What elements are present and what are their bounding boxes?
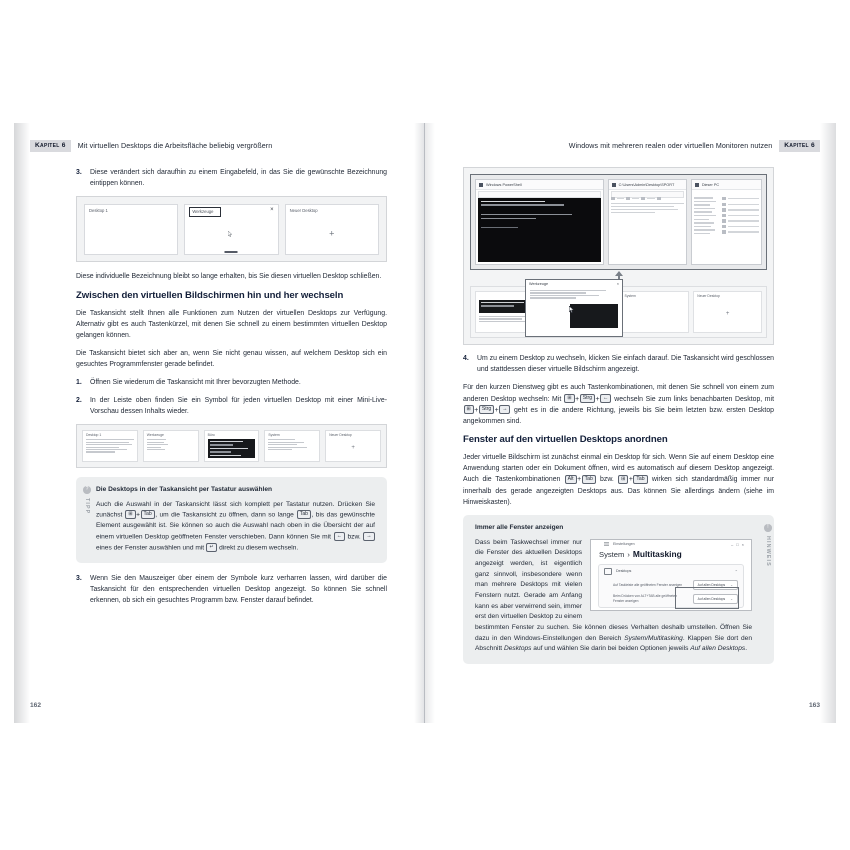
tipp-text-3: , bis das gewünschte Element ausgewählt ist. Sie können so auch die Auswahl nach oben in die Übersicht der auf einem virtuellen Desktop geöffneten Fenster verschieben. Dann können Sie mit	[96, 511, 375, 541]
tipp-text-1: Auch die Auswahl in der Taskansicht lässt sich komplett per Tastatur nutzen. Drücken Sie zunächst	[96, 500, 375, 519]
strip-card-3-preview	[208, 439, 256, 458]
left-section-heading: Zwischen den virtuellen Bildschirmen hin und her wechseln	[76, 289, 344, 301]
right-content-column	[463, 167, 774, 664]
left-paragraph-after-figure: Diese individuelle Bezeichnung bleibt so lange erhalten, bis Sie diesen virtuellen Desktop schließen.	[76, 273, 382, 281]
key-left-icon: ←	[600, 394, 611, 403]
strip-card-1-preview	[86, 439, 134, 458]
desktop-card-1[interactable]	[84, 204, 178, 255]
left-page-number: 162	[30, 702, 42, 709]
book-pages	[14, 123, 836, 723]
maximize-icon[interactable]: □	[736, 541, 742, 547]
desktops-section-label: Desktops	[616, 569, 632, 574]
hinweis-box-title: Immer alle Fenster anzeigen	[475, 524, 564, 532]
hinweis-text-d: .	[745, 645, 748, 653]
right-running-head	[569, 139, 820, 152]
explorer-title-bar	[609, 180, 686, 190]
left-step-list-top	[76, 167, 387, 189]
right-chapter-tag: Kapitel 6	[779, 140, 820, 152]
left-paragraph-2: Die Taskansicht bietet sich aber an, wenn Sie nicht genau wissen, auf welchem Desktop sich ein gesuchtes Programmfenster gerade befindet.	[76, 350, 387, 369]
step-number: 3.	[76, 169, 82, 176]
popup-title-bar	[526, 280, 622, 288]
plus-3: +	[474, 406, 479, 414]
strip-card-4[interactable]	[264, 430, 320, 462]
close-icon[interactable]: ×	[741, 541, 747, 547]
right-section-heading: Fenster auf den virtuellen Desktops anordnen	[463, 434, 668, 446]
right-paragraph-1	[463, 382, 774, 427]
left-page	[14, 123, 425, 723]
step-number: 1.	[76, 379, 82, 387]
tipp-text-4: eines der Fenster auswählen und mit	[96, 544, 206, 552]
minimize-icon[interactable]: –	[731, 541, 737, 547]
bf-new-desktop-label: Neuer Desktop	[697, 294, 720, 298]
this-pc-title-text: Dieser PC	[701, 182, 720, 187]
right-p1-text-b: wechseln Sie zum links benachbarten Desktop, mit	[611, 395, 774, 403]
step-text: Diese verändert sich daraufhin zu einem Eingabefeld, in das Sie die gewünschte Bezeichnung eintippen können.	[90, 169, 387, 188]
step-text: Wenn Sie den Mauszeiger über einem der Symbole kurz verharren lassen, wird darüber die Taskansicht für den entsprechenden virtuellen Desktop angezeigt. So können Sie schnell erkennen, ob sich ein gesuchtes Programm bzw. Fenster darauf befindet.	[90, 574, 387, 605]
plus-icon[interactable]: +	[329, 228, 335, 239]
explorer-window[interactable]	[608, 179, 687, 265]
selected-desktop-popup[interactable]	[525, 279, 623, 337]
bf-card-3[interactable]	[621, 291, 690, 333]
option-2-label: Beim Drücken von ALT+TAB alle geöffneten Fenster anzeigen	[613, 594, 678, 603]
plus-4: +	[494, 406, 499, 414]
powershell-toolbar	[478, 191, 601, 198]
list-item	[76, 573, 387, 607]
chevron-up-icon[interactable]: ⌃	[734, 568, 738, 574]
list-item	[463, 353, 774, 375]
step-text: Öffnen Sie wiederum die Taskansicht mit Ihrer bevorzugten Methode.	[90, 379, 301, 387]
info-icon: !	[764, 524, 772, 532]
strip-card-2-preview	[147, 439, 195, 458]
key-plus-1: +	[136, 511, 140, 519]
taskview-panel	[76, 196, 387, 262]
list-item	[76, 167, 387, 189]
right-p2-text-c: wirken sich standardmäßig immer nur innerhalb des gerade angezeigten Desktops aus. Das können Sie allerdings ändern (siehe im Hinweiskasten).	[463, 476, 775, 506]
left-step-list-mid	[76, 377, 387, 417]
right-page	[425, 123, 836, 723]
key-strg-icon-2: Strg	[479, 405, 494, 414]
this-pc-nav-pane	[694, 197, 719, 262]
powershell-title-text: Windows PowerShell	[486, 182, 522, 187]
powershell-title-bar	[476, 180, 603, 190]
key-strg-icon: Strg	[580, 394, 595, 403]
multidesktop-figure	[463, 167, 774, 345]
tipp-box-text	[96, 500, 375, 554]
chevron-down-icon: ⌄	[730, 582, 733, 587]
right-p2-text-a: Jeder virtuelle Bildschirm ist zunächst einmal ein Desktop für sich. Wenn Sie auf einem Desktop eine Anwendung starten oder ein Dokument öffnen, wird es automatisch auf diesem Desktop angezeigt. Auch die Tastenkombinationen	[463, 454, 774, 484]
new-desktop-label: Neuer Desktop	[289, 208, 318, 214]
terminal-area	[478, 198, 601, 262]
right-page-edge-shading	[820, 123, 836, 723]
plus-6: +	[628, 476, 633, 484]
breadcrumb-separator: ›	[627, 549, 630, 559]
breadcrumb-current: Multitasking	[632, 548, 682, 559]
strip-card-4-label: System	[268, 433, 280, 438]
strip-new-desktop-label: Neuer Desktop	[329, 433, 352, 438]
new-desktop-card[interactable]	[285, 204, 379, 255]
tipp-side-tab	[80, 486, 94, 514]
key-right-icon: →	[499, 405, 510, 414]
key-win-icon-2: ⊞	[464, 405, 474, 414]
this-pc-window[interactable]	[691, 179, 762, 265]
left-paragraph-1: Die Taskansicht stellt Ihnen alle Funktionen zum Nutzen der virtuellen Desktops zur Verfügung. Alternativ gibt es auch Tastenkürzel, mit denen Sie schnell zu einem bestimmten virtuellen Desktop gelangen können.	[76, 309, 387, 339]
left-page-gutter-shading	[414, 123, 424, 723]
list-item	[76, 395, 387, 417]
strip-card-1[interactable]	[82, 430, 138, 462]
tipp-box	[76, 477, 387, 563]
powershell-window[interactable]	[475, 179, 604, 265]
left-step-list-bottom	[76, 573, 387, 607]
arrow-up-icon	[615, 271, 623, 276]
step-text: Um zu einem Desktop zu wechseln, klicken Sie einfach darauf. Die Taskansicht wird geschlossen und stattdessen dieser virtuelle Bildschirm angezeigt.	[477, 355, 774, 374]
key-win-icon: ⊞	[564, 394, 574, 403]
step-text: In der Leiste oben finden Sie ein Symbol für jeden virtuellen Desktop mit einer Mini-Live-Vorschau dessen Inhalts wieder.	[90, 396, 387, 415]
strip-card-2-label: Werkzeuge	[146, 433, 164, 438]
right-p1-text-a: Für den kurzen Dienstweg gibt es auch Tastenkombinationen, mit denen Sie schnell von einem zum anderen Desktop wechseln: Mit	[463, 384, 774, 403]
strip-card-3-label: Büro	[207, 433, 215, 438]
key-win-icon: ⊞	[125, 510, 135, 519]
settings-window-title: Einstellungen	[613, 542, 635, 547]
step-number: 3.	[76, 574, 82, 582]
plus-icon[interactable]: +	[351, 444, 355, 451]
desktop-card-1-label: Desktop 1	[89, 208, 108, 214]
breadcrumb-root[interactable]: System	[599, 549, 625, 559]
taskview-strip	[470, 282, 767, 338]
strip-card-2[interactable]	[143, 430, 199, 462]
close-icon[interactable]: ×	[270, 207, 274, 214]
right-page-number: 163	[808, 702, 820, 709]
right-p1-text-c: geht es in die andere Richtung, jeweils bis Sie beim letzten bzw. ersten Desktop angekommen sind.	[463, 406, 774, 425]
option-1-dropdown[interactable]	[693, 580, 738, 590]
hinweis-box	[463, 515, 774, 664]
key-right-icon: →	[363, 532, 374, 541]
window-controls[interactable]	[731, 542, 747, 547]
this-pc-title-bar	[692, 180, 761, 190]
tipp-side-label: TIPP	[84, 497, 90, 514]
right-step-list	[463, 353, 774, 375]
strip-card-4-preview	[268, 439, 316, 458]
hinweis-em-3: Auf allen Desktops	[690, 645, 746, 653]
explorer-title-text: C:\Users\Admin\Desktop\SPORT	[618, 182, 675, 187]
close-icon[interactable]: ×	[616, 282, 619, 286]
settings-option-row-1	[599, 578, 743, 592]
right-p2-text-b: bzw.	[596, 476, 618, 484]
desktop-strip-panel	[76, 424, 387, 468]
settings-breadcrumb	[591, 549, 751, 559]
desktop-card-2-handle	[225, 251, 238, 253]
strip-card-new-desktop[interactable]	[325, 430, 381, 462]
taskview-figure	[76, 196, 387, 262]
key-tab-icon-2: Tab	[633, 475, 647, 484]
step-number: 4.	[463, 355, 469, 362]
popup-preview	[530, 290, 618, 332]
popup-title-text: Werkzeuge	[529, 282, 549, 286]
dark-window-preview	[208, 439, 256, 458]
plus-2: +	[595, 395, 600, 403]
settings-title-bar	[591, 540, 751, 549]
chevron-down-icon: ⌄	[730, 596, 733, 601]
step-number: 2.	[76, 396, 82, 404]
tipp-box-title: Die Desktops in der Taskansicht per Tastatur auswählen	[96, 486, 273, 494]
right-paragraph-2	[463, 452, 774, 508]
key-tab-icon-2: Tab	[297, 510, 311, 519]
folder-icon	[612, 183, 616, 187]
hinweis-text-c: auf und wählen Sie darin bei beiden Optionen jeweils	[531, 645, 691, 653]
desktop-rename-input[interactable]: Werkzeuge	[189, 207, 221, 217]
left-content-column	[76, 167, 387, 614]
powershell-icon	[479, 183, 483, 187]
key-tab-icon: Tab	[582, 475, 596, 484]
option-2-value: Auf allen Desktops	[697, 596, 726, 601]
key-left-icon: ←	[334, 532, 345, 541]
bf-card-new-desktop[interactable]	[693, 291, 762, 333]
left-page-edge-shading	[14, 123, 30, 723]
hamburger-icon[interactable]	[604, 542, 609, 547]
back-arrow-icon[interactable]	[595, 542, 600, 547]
hinweis-text-a: Dass beim Taskwechsel immer nur die Fenster des aktuellen Desktops angezeigt werden, ist eigentlich ganz sinnvoll, insbesondere wenn man mehrere Desktops mit vielen Fenstern nutzt. Gerade am Anfang kann es aber verwirrend sein, immer erst den virtuellen Desktop zu einem bestimmten Fenster zu suchen. Sie können dieses Verhalten deshalb umstellen. Öffnen Sie dazu in den Windows-Einstellungen den Bereich	[475, 538, 752, 642]
list-item	[76, 377, 387, 388]
desktops-section-card	[598, 564, 744, 608]
explorer-body	[611, 197, 684, 262]
settings-screenshot	[590, 539, 752, 611]
key-win-icon-3: ⊞	[618, 475, 628, 484]
mouse-cursor-icon	[569, 306, 574, 313]
hinweis-side-label: HINWEIS	[765, 535, 771, 567]
key-tab-icon: Tab	[141, 510, 155, 519]
option-1-label: Auf Taskleiste alle geöffneten Fenster anzeigen	[613, 582, 683, 587]
popup-dark-window	[570, 304, 618, 328]
settings-option-row-2	[599, 592, 743, 606]
hinweis-side-tab	[761, 524, 775, 566]
option-1-value: Auf allen Desktops	[697, 582, 726, 587]
active-desktop-preview	[470, 174, 767, 270]
tipp-text-2: , um die Taskansicht zu öffnen, dann so lange	[155, 511, 297, 519]
right-page-gutter-shading	[425, 123, 435, 723]
desktops-icon	[604, 568, 612, 575]
key-alt-icon: Alt	[565, 475, 577, 484]
tipp-text-bzw: bzw.	[345, 533, 363, 541]
hinweis-em-1: System/Multitasking	[624, 634, 683, 642]
left-chapter-tag: Kapitel 6	[30, 140, 71, 152]
hinweis-text-b: . Klappen Sie dort den Abschnitt	[475, 634, 752, 653]
key-enter-icon: ↵	[206, 543, 216, 552]
this-pc-body	[694, 197, 759, 262]
bf-card-3-label: System	[624, 294, 636, 298]
desktop-card-2[interactable]	[184, 204, 278, 255]
this-pc-drive-list	[722, 197, 759, 262]
desktop-strip-figure	[76, 424, 387, 468]
plus-5: +	[577, 476, 582, 484]
option-2-dropdown[interactable]	[693, 594, 738, 604]
strip-card-1-label: Desktop 1	[86, 433, 102, 438]
plus-1: +	[575, 395, 580, 403]
left-running-head-title: Mit virtuellen Desktops die Arbeitsfläche beliebig vergrößern	[77, 141, 273, 150]
right-running-head-title: Windows mit mehreren realen oder virtuellen Monitoren nutzen	[568, 141, 773, 150]
left-running-head	[30, 139, 272, 152]
strip-card-3[interactable]	[204, 430, 260, 462]
mouse-cursor-icon	[228, 231, 232, 237]
hinweis-em-2: Desktops	[503, 645, 532, 653]
lightbulb-icon: ?	[83, 486, 91, 494]
tipp-text-5: direkt zu diesem wechseln.	[217, 544, 299, 552]
desktops-section-header[interactable]	[599, 565, 743, 578]
plus-icon[interactable]: +	[725, 311, 730, 318]
computer-icon	[695, 183, 699, 187]
